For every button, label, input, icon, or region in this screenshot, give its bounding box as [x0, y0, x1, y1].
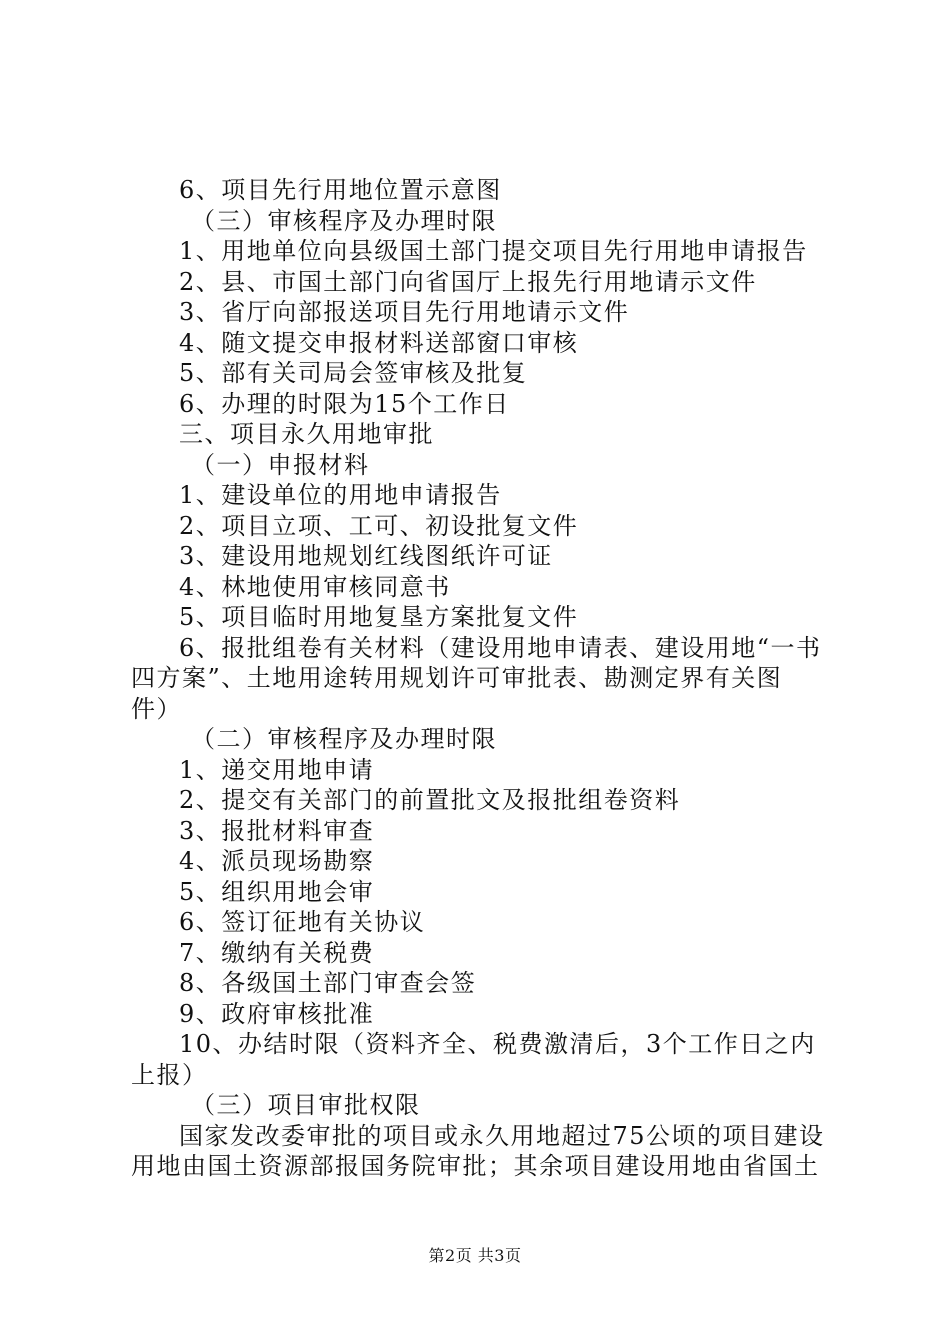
- text-line: 4、派员现场勘察: [179, 847, 375, 875]
- text-line: 3、省厅向部报送项目先行用地请示文件: [179, 298, 630, 326]
- section-heading: （二）审核程序及办理时限: [191, 725, 497, 753]
- text-line: 6、项目先行用地位置示意图: [179, 176, 502, 204]
- text-line: 9、政府审核批准: [179, 999, 375, 1028]
- paragraph-materials: [131, 633, 833, 725]
- text-line: 6、报批组卷有关材料（建设用地申请表、建设用地“一书: [179, 633, 822, 662]
- section-heading: （一）申报材料: [191, 450, 370, 479]
- paragraph-deadline: [131, 1029, 833, 1090]
- text-line: 上报）: [131, 1060, 208, 1089]
- text-line: 5、项目临时用地复垦方案批复文件: [179, 603, 579, 631]
- text-line: 2、提交有关部门的前置批文及报批组卷资料: [179, 786, 681, 814]
- document-body: [131, 175, 833, 1182]
- text-line: 10、办结时限（资料齐全、税费激清后，3个工作日之内: [179, 1030, 816, 1058]
- text-line: 国家发改委审批的项目或永久用地超过75公顷的项目建设: [179, 1121, 825, 1150]
- text-line: 四方案”、土地用途转用规划许可审批表、勘测定界有关图: [131, 664, 783, 692]
- text-line: 4、随文提交申报材料送部窗口审核: [179, 328, 579, 357]
- text-line: 6、办理的时限为15个工作日: [179, 389, 510, 418]
- paragraph-authority: [131, 1121, 833, 1182]
- text-line: 2、项目立项、工可、初设批复文件: [179, 511, 579, 540]
- text-line: 用地由国土资源部报国务院审批；其余项目建设用地由省国土: [131, 1152, 820, 1180]
- section-heading: （三）审核程序及办理时限: [191, 206, 497, 235]
- text-line: 3、报批材料审查: [179, 816, 375, 845]
- text-line: 4、林地使用审核同意书: [179, 572, 451, 601]
- text-line: 1、建设单位的用地申请报告: [179, 481, 502, 509]
- text-line: 5、部有关司局会签审核及批复: [179, 359, 528, 387]
- text-line: 6、签订征地有关协议: [179, 908, 426, 936]
- text-line: 1、递交用地申请: [179, 755, 375, 784]
- text-line: 8、各级国土部门审查会签: [179, 969, 477, 997]
- text-line: 7、缴纳有关税费: [179, 938, 375, 967]
- text-line: 件）: [131, 694, 182, 723]
- text-line: 5、组织用地会审: [179, 877, 375, 906]
- text-line: 1、用地单位向县级国土部门提交项目先行用地申请报告: [179, 237, 808, 265]
- text-line: 3、建设用地规划红线图纸许可证: [179, 542, 553, 570]
- page-footer: 第2页 共3页: [428, 1246, 522, 1265]
- section-heading: 三、项目永久用地审批: [179, 420, 434, 448]
- section-heading: （三）项目审批权限: [191, 1091, 421, 1119]
- text-line: 2、县、市国土部门向省国厅上报先行用地请示文件: [179, 267, 757, 296]
